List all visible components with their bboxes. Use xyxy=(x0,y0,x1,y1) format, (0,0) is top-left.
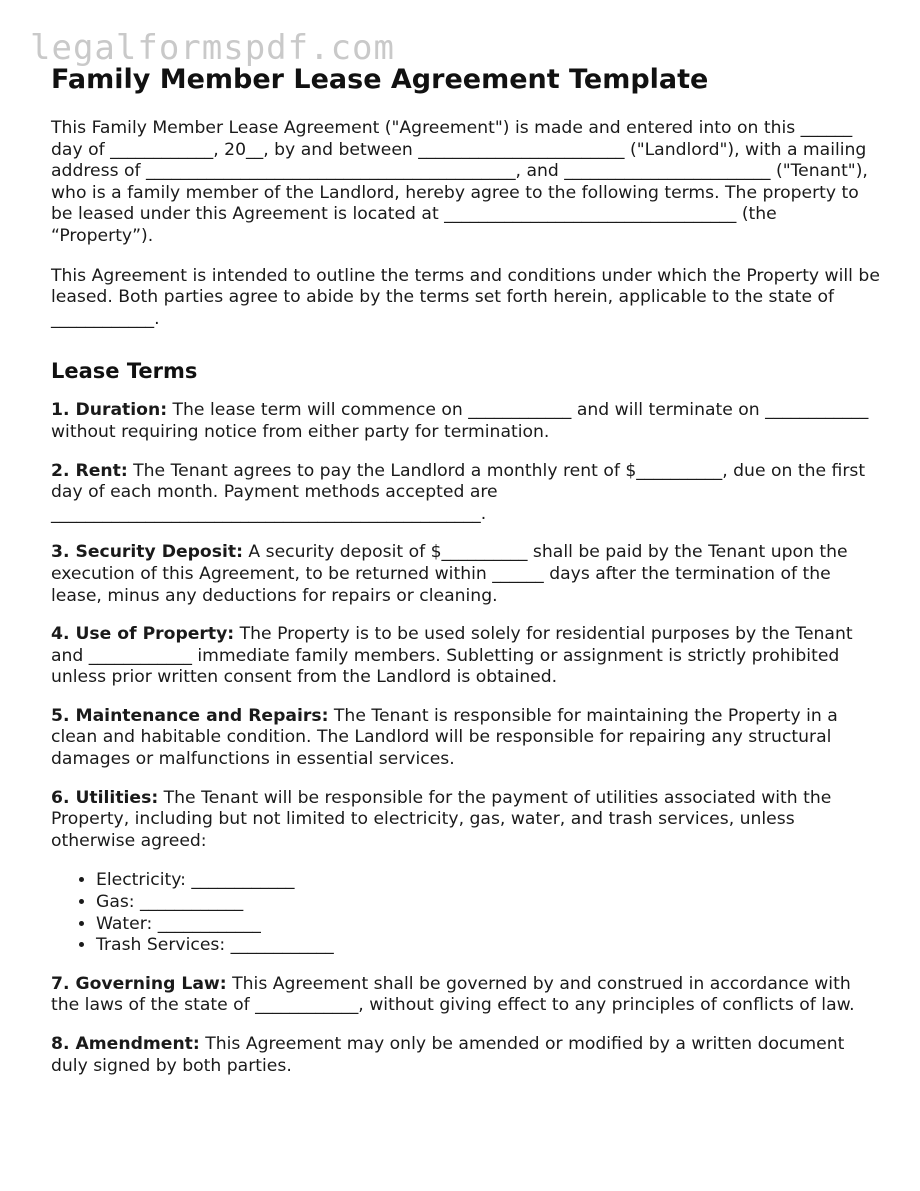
clause-duration xyxy=(51,400,881,443)
section-heading: Lease Terms xyxy=(51,359,198,384)
clause-text: This Agreement may only be amended or modified by a written document duly signed by both parties. xyxy=(51,1034,845,1076)
document-page xyxy=(51,60,881,1077)
intro-paragraph: This Agreement is intended to outline the terms and conditions under which the Property will be leased. Both parties agree to abide by the terms set forth herein, applicable to the state of ____________. xyxy=(51,265,880,329)
clause-text: The Tenant is responsible for maintaining the Property in a clean and habitable condition. The Landlord will be responsible for repairing any structural damages or malfunctions in essential services. xyxy=(51,705,838,770)
clause-text: The lease term will commence on ____________ and will terminate on ____________ without requiring notice from either party for termination. xyxy=(51,400,869,442)
clause-utilities xyxy=(51,788,881,853)
clause-label: 3. Security Deposit: xyxy=(51,542,243,563)
utilities-list xyxy=(51,870,881,956)
clause-text: The Tenant agrees to pay the Landlord a monthly rent of $__________, due on the first day of each month. Payment methods accepted are __________________________________________________. xyxy=(51,460,866,524)
clause-security-deposit xyxy=(51,542,881,607)
clause-text: The Tenant will be responsible for the payment of utilities associated with the Property, including but not limited to electricity, gas, water, and trash services, unless otherwise agreed: xyxy=(51,787,832,851)
clause-text: The Property is to be used solely for residential purposes by the Tenant and ____________ immediate family members. Subletting or assignment is strictly prohibited unless prior written consent from the Landlord is obtained. xyxy=(51,624,853,688)
clause-governing-law xyxy=(51,974,881,1017)
clause-text: This Agreement shall be governed by and construed in accordance with the laws of the state of ____________, without giving effect to any principles of conflicts of law. xyxy=(51,973,855,1016)
watermark: legalformspdf.com xyxy=(30,28,395,68)
clause-label: 1. Duration: xyxy=(51,400,168,421)
clause-label: 4. Use of Property: xyxy=(51,624,235,645)
clause-label: 7. Governing Law: xyxy=(51,973,227,994)
clause-rent xyxy=(51,461,881,526)
list-item: • Water: ____________ xyxy=(96,914,881,936)
list-item: • Gas: ____________ xyxy=(96,892,881,914)
list-item: • Electricity: ____________ xyxy=(96,870,881,892)
clause-label: 5. Maintenance and Repairs: xyxy=(51,705,329,726)
clause-label: 2. Rent: xyxy=(51,460,128,481)
list-item: • Trash Services: ____________ xyxy=(96,935,881,957)
clause-use-of-property xyxy=(51,624,881,689)
clause-amendment xyxy=(51,1034,881,1077)
clause-text: A security deposit of $__________ shall be paid by the Tenant upon the execution of this Agreement, to be returned within ______ days after the termination of the lease, minus any deductions for repairs or cleaning. xyxy=(51,542,848,606)
clause-label: 8. Amendment: xyxy=(51,1034,200,1054)
clause-maintenance xyxy=(51,706,881,771)
document-title: Family Member Lease Agreement Template xyxy=(51,64,709,95)
intro-paragraph: This Family Member Lease Agreement ("Agreement") is made and entered into on this ______ day of ____________, 20__, by and between ________________________ ("Landlord"), with a mailing address of ___________________________________________, and ________________________ ("Tenant"), who is a family member of the Landlord, hereby agree to the following terms. The property to be leased under this Agreement is located at __________________________________ (the “Property”). xyxy=(51,118,868,246)
clause-label: 6. Utilities: xyxy=(51,787,159,808)
